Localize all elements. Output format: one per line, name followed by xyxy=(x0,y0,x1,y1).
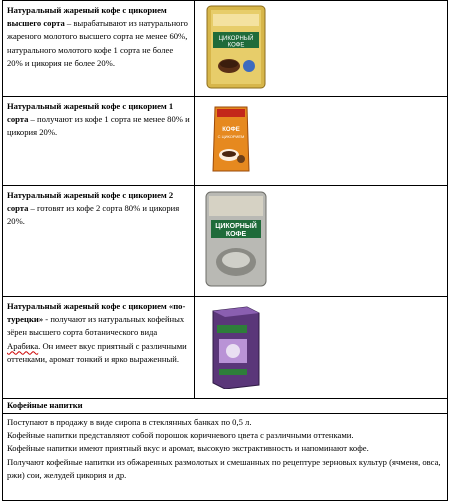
row-description: вырабатывают из натурального жареного молотого высшего сорта не менее 60%, натурального молотого кофе 1 сорта не более 20% и цикория не более 20%. xyxy=(7,18,188,68)
table-row xyxy=(3,297,448,399)
section-heading: Кофейные напитки xyxy=(7,400,83,410)
package-label-top: ЦИКОРНЫЙ xyxy=(218,36,254,42)
table-row xyxy=(3,186,448,297)
row-title: Натуральный жареный кофе с цикорием высшего сорта xyxy=(7,5,167,29)
row-title: Натуральный жареный кофе с цикорием 2 сорта xyxy=(7,190,174,214)
row-description-end: . Он имеет вкус приятный с различными оттенками, аромат тонкий и ярко выраженный. xyxy=(7,340,187,364)
package-label-bottom: КОФЕ xyxy=(225,231,247,238)
section-heading-cell xyxy=(3,399,448,414)
row-text-cell xyxy=(3,97,195,186)
table-row xyxy=(3,97,448,186)
row-description: готовят из кофе 2 сорта 80% и цикория 20%. xyxy=(7,203,180,227)
section-line: Кофейные напитки представляют собой порошок коричневого цвета с различными оттенками. xyxy=(7,430,354,441)
row-image-cell xyxy=(195,97,448,186)
coffee-table xyxy=(2,0,448,501)
section-text-cell xyxy=(3,414,448,501)
chicory-coffee-tin-silver-image xyxy=(203,190,269,288)
table-row xyxy=(3,1,448,97)
row-title: Натуральный жареный кофе с цикорием «по-турецки» xyxy=(7,301,186,325)
table-row xyxy=(3,399,448,414)
section-line: Получают кофейные напитки из обжаренных размолотых и смешанных по рецептуре зерновых культур (ячменя, овса, ржи) сои, желудей цикория и др. xyxy=(7,456,441,480)
row-dash: - xyxy=(43,314,51,325)
row-description-underlined: Арабика xyxy=(7,340,39,351)
section-line: Поступают в продажу в виде сиропа в стеклянных банках по 0,5 л. xyxy=(7,417,252,427)
row-title: Натуральный жареный кофе с цикорием 1 сорта xyxy=(7,101,174,125)
chicory-coffee-tin-gold-image xyxy=(205,4,267,90)
table-row xyxy=(3,414,448,501)
row-image-cell xyxy=(195,297,448,399)
package-label-top: КОФЕ xyxy=(222,127,240,133)
row-text-cell xyxy=(3,297,195,399)
row-dash: – xyxy=(28,114,37,125)
coffee-box-purple-image xyxy=(207,303,263,389)
package-label-top: ЦИКОРНЫЙ xyxy=(215,223,257,230)
row-text-cell xyxy=(3,186,195,297)
package-label-bottom: КОФЕ xyxy=(227,42,245,49)
row-dash: – xyxy=(28,203,37,214)
row-image-cell xyxy=(195,1,448,97)
chicory-coffee-bag-orange-image xyxy=(211,103,251,175)
row-description: получают из кофе 1 сорта не менее 80% и цикория 20%. xyxy=(7,114,190,138)
row-image-cell xyxy=(195,186,448,297)
row-text-cell xyxy=(3,1,195,97)
row-dash: – xyxy=(64,18,74,29)
package-label-bottom: С ЦИКОРИЕМ xyxy=(217,134,245,139)
row-description-start: получают из натуральных кофейных зёрен высшего сорта ботанического вида xyxy=(7,314,185,338)
section-line: Кофейные напитки имеют приятный вкус и аромат, высокую экстрактивность и напоминают кофе. xyxy=(7,443,369,454)
